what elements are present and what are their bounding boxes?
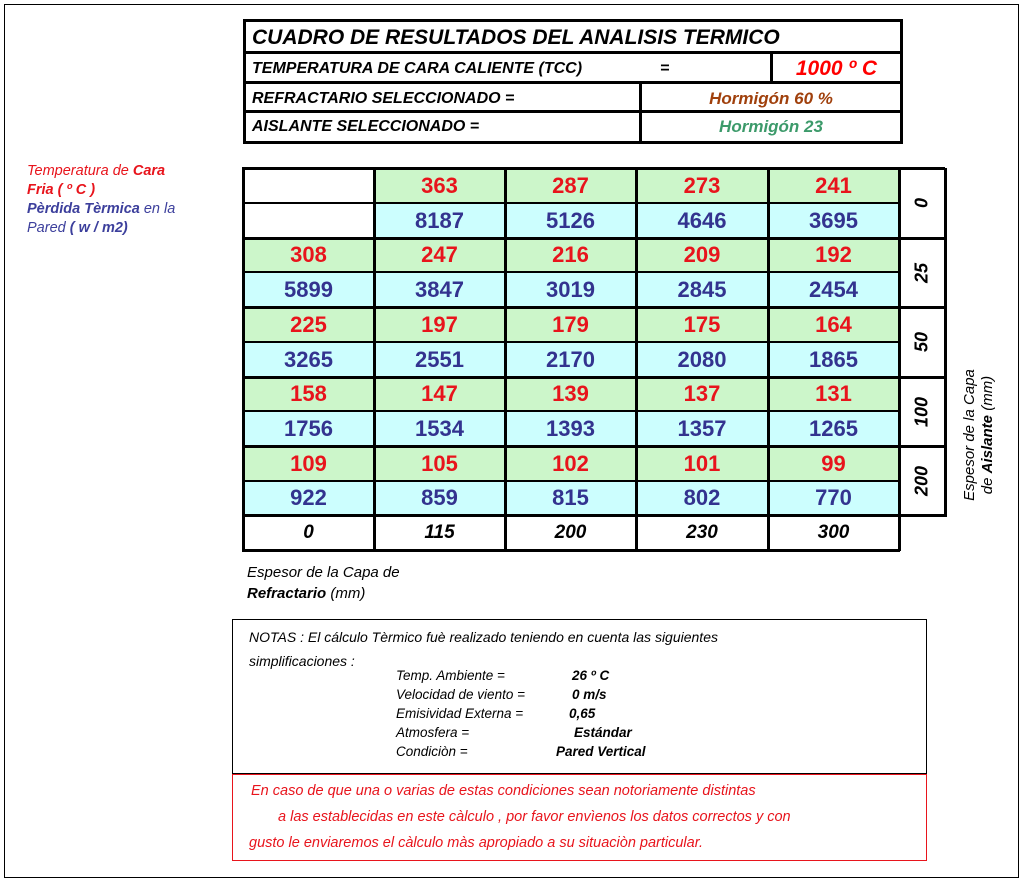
temperature-cell: 175 <box>636 307 768 342</box>
temperature-cell: 241 <box>768 168 899 203</box>
grid-line <box>242 306 900 309</box>
tcc-equals: = <box>660 60 670 77</box>
warning-line3: gusto le enviaremos el càlculo màs apropiado a su situaciòn particular. <box>249 835 704 851</box>
temperature-cell: 197 <box>374 307 505 342</box>
aislante-axis-unit: (mm) <box>979 375 996 415</box>
aislante-thickness-label <box>899 307 945 377</box>
aislante-thickness-label <box>899 446 945 515</box>
note-key: Temp. Ambiente = <box>396 668 505 683</box>
heat-loss-cell: 2845 <box>636 272 768 307</box>
aislante-thickness-text: 25 <box>911 262 932 283</box>
grid-line <box>899 514 945 517</box>
grid-line <box>242 237 900 240</box>
note-value: Pared Vertical <box>556 744 646 759</box>
grid-line <box>243 202 899 204</box>
refractario-thickness-label: 230 <box>636 515 768 551</box>
temperature-cell: 287 <box>505 168 636 203</box>
note-value: 26 º C <box>572 668 610 683</box>
temperature-cell: 105 <box>374 446 505 481</box>
legend-heat-loss <box>27 200 217 238</box>
grid-line <box>373 168 376 551</box>
notes-intro-line1: NOTAS : El cálculo Tèrmico fuè realizado teniendo en cuenta las siguientes <box>249 629 718 645</box>
heat-loss-cell: 3695 <box>768 203 899 238</box>
note-key: Emisividad Externa = <box>396 706 524 721</box>
note-key: Atmosfera = <box>396 725 470 740</box>
grid-line <box>243 271 899 273</box>
grid-line <box>899 237 945 240</box>
heat-loss-cell: 2170 <box>505 342 636 377</box>
heat-loss-cell: 2080 <box>636 342 768 377</box>
aislante-thickness-text: 200 <box>911 465 932 496</box>
heat-loss-cell: 1393 <box>505 411 636 446</box>
grid-line <box>898 168 901 551</box>
grid-line <box>767 168 770 551</box>
temperature-cell: 273 <box>636 168 768 203</box>
results-table <box>243 168 945 551</box>
note-key: Velocidad de viento = <box>396 687 525 702</box>
temperature-cell: 164 <box>768 307 899 342</box>
refractario-axis-label <box>247 562 400 604</box>
heat-loss-cell: 1756 <box>243 411 374 446</box>
heat-loss-cell: 3019 <box>505 272 636 307</box>
temperature-cell: 147 <box>374 377 505 411</box>
temperature-cell: 158 <box>243 377 374 411</box>
heat-loss-cell: 802 <box>636 481 768 515</box>
temperature-cell: 308 <box>243 238 374 272</box>
temperature-cell: 109 <box>243 446 374 481</box>
refractario-axis-line1: Espesor de la Capa de <box>247 564 400 581</box>
aislante-thickness-text: 50 <box>911 331 932 353</box>
aislante-label: AISLANTE SELECCIONADO = <box>252 118 480 135</box>
grid-line <box>242 168 245 551</box>
refractario-label: REFRACTARIO SELECCIONADO = <box>252 90 515 107</box>
legend-loss-unit: ( w / m2) <box>69 220 128 236</box>
heat-loss-cell: 1357 <box>636 411 768 446</box>
grid-line <box>944 168 947 517</box>
grid-line <box>899 306 945 309</box>
legend-loss-bold: Pèrdida Tèrmica <box>27 201 140 217</box>
heat-loss-cell: 3265 <box>243 342 374 377</box>
warning-line1: En caso de que una o varias de estas condiciones sean notoriamente distintas <box>251 783 756 799</box>
legend-temperature <box>27 162 217 200</box>
results-header <box>243 19 903 144</box>
tcc-row <box>246 54 900 84</box>
grid-line <box>243 341 899 343</box>
heat-loss-cell: 1265 <box>768 411 899 446</box>
legend-temp-prefix: Temperatura de <box>27 163 133 179</box>
legend-temp-unit: Fria ( º C ) <box>27 182 96 198</box>
note-value: 0,65 <box>569 706 596 721</box>
grid-line <box>242 549 900 552</box>
heat-loss-cell: 770 <box>768 481 899 515</box>
temperature-cell: 99 <box>768 446 899 481</box>
grid-line <box>242 167 900 170</box>
heat-loss-cell: 1865 <box>768 342 899 377</box>
temperature-cell: 137 <box>636 377 768 411</box>
grid-line <box>242 376 900 379</box>
heat-loss-cell: 8187 <box>374 203 505 238</box>
grid-line <box>243 480 899 482</box>
refractario-axis-unit: (mm) <box>326 585 366 602</box>
temperature-cell: 179 <box>505 307 636 342</box>
temperature-cell: 363 <box>374 168 505 203</box>
temperature-cell: 131 <box>768 377 899 411</box>
temperature-cell: 102 <box>505 446 636 481</box>
grid-line <box>242 445 900 448</box>
refractario-thickness-label: 200 <box>505 515 636 551</box>
temperature-cell: 247 <box>374 238 505 272</box>
refractario-value: Hormigón 60 % <box>639 84 900 110</box>
heat-loss-cell: 815 <box>505 481 636 515</box>
refractario-thickness-label: 300 <box>768 515 899 551</box>
refractario-thickness-label: 0 <box>243 515 374 551</box>
heat-loss-cell: 5899 <box>243 272 374 307</box>
refractario-axis-bold: Refractario <box>247 585 327 602</box>
heat-loss-cell: 3847 <box>374 272 505 307</box>
aislante-axis-label <box>956 350 1002 520</box>
grid-line <box>899 167 945 170</box>
heat-loss-cell: 859 <box>374 481 505 515</box>
temperature-cell: 216 <box>505 238 636 272</box>
temperature-cell: 225 <box>243 307 374 342</box>
temperature-cell: 209 <box>636 238 768 272</box>
aislante-value: Hormigón 23 <box>639 113 900 141</box>
notes-intro <box>249 625 849 673</box>
grid-line <box>899 376 945 379</box>
aislante-axis-bold: Aislante <box>979 414 996 474</box>
aislante-thickness-label <box>899 238 945 307</box>
grid-line <box>899 445 945 448</box>
aislante-thickness-text: 100 <box>911 396 932 427</box>
warning-box <box>232 774 927 861</box>
legend-temp-bold: Cara <box>132 163 166 179</box>
aislante-thickness-label <box>899 168 945 238</box>
refractario-row <box>246 84 900 113</box>
temperature-cell: 101 <box>636 446 768 481</box>
grid-line <box>635 168 638 551</box>
aislante-thickness-label <box>899 377 945 446</box>
aislante-row <box>246 113 900 141</box>
note-key: Condiciòn = <box>396 744 468 759</box>
heat-loss-cell: 2551 <box>374 342 505 377</box>
warning-line2: a las establecidas en este càlculo , por favor envìenos los datos correctos y con <box>278 809 791 825</box>
grid-line <box>243 410 899 412</box>
heat-loss-cell: 1534 <box>374 411 505 446</box>
grid-line <box>242 514 900 517</box>
heat-loss-cell: 2454 <box>768 272 899 307</box>
heat-loss-cell: 5126 <box>505 203 636 238</box>
notes-intro-line2: simplificaciones : <box>249 653 355 669</box>
tcc-label: TEMPERATURA DE CARA CALIENTE (TCC) <box>252 60 583 77</box>
temperature-cell: 192 <box>768 238 899 272</box>
aislante-axis-prefix: de <box>979 473 996 495</box>
legend-loss-rest: en la <box>139 201 176 217</box>
heat-loss-cell: 4646 <box>636 203 768 238</box>
notes-box <box>232 619 927 774</box>
note-value: 0 m/s <box>572 687 607 702</box>
refractario-thickness-label: 115 <box>374 515 505 551</box>
aislante-axis-line1: Espesor de la Capa <box>961 369 978 501</box>
heat-loss-cell: 922 <box>243 481 374 515</box>
legend <box>27 162 217 238</box>
temperature-cell: 139 <box>505 377 636 411</box>
note-value: Estándar <box>574 725 632 740</box>
aislante-thickness-text: 0 <box>911 197 932 209</box>
tcc-value: 1000 º C <box>770 54 900 81</box>
grid-line <box>504 168 507 551</box>
page-title: CUADRO DE RESULTADOS DEL ANALISIS TERMICO <box>246 22 900 54</box>
legend-loss-line2: Pared <box>27 220 70 236</box>
